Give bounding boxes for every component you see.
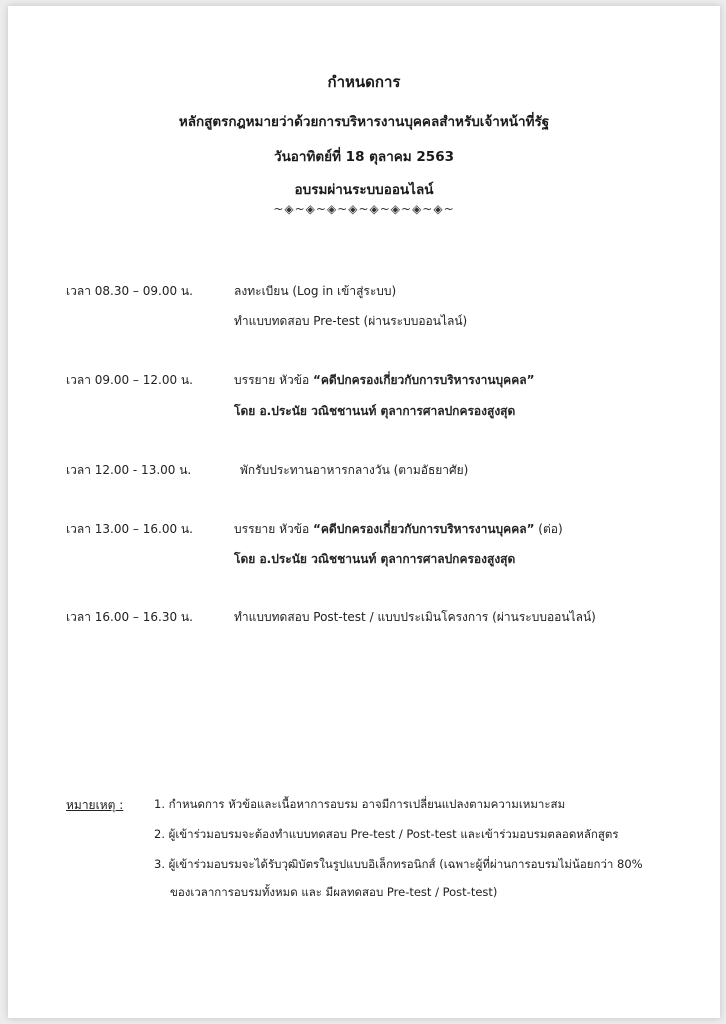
lecture-prefix: บรรยาย หัวข้อ	[234, 522, 313, 536]
session-activity: ลงทะเบียน (Log in เข้าสู่ระบบ)	[234, 284, 397, 298]
session-time: เวลา 08.30 – 09.00 น.	[66, 284, 193, 298]
event-date: วันอาทิตย์ที่ 18 ตุลาคม 2563	[274, 149, 454, 165]
lecture-topic: “คดีปกครองเกี่ยวกับการบริหารงานบุคคล”	[313, 373, 535, 387]
training-mode: อบรมผ่านระบบออนไลน์	[294, 182, 434, 198]
document-page	[8, 6, 720, 1018]
notes-label: หมายเหตุ :	[66, 798, 124, 812]
note-item: 1. กำหนดการ หัวข้อและเนื้อหาการอบรม อาจมีการเปลี่ยนแปลงตามความเหมาะสม	[154, 797, 566, 811]
session-activity: พักรับประทานอาหารกลางวัน (ตามอัธยาศัย)	[240, 463, 469, 477]
lecture-suffix: (ต่อ)	[534, 522, 563, 536]
session-activity	[234, 520, 563, 539]
lecturer-name: โดย อ.ประนัย วณิชชานนท์ ตุลาการศาลปกครองสูงสุด	[234, 552, 516, 566]
course-name: หลักสูตรกฎหมายว่าด้วยการบริหารงานบุคคลสำหรับเจ้าหน้าที่รัฐ	[178, 114, 550, 130]
document-title: กำหนดการ	[327, 73, 401, 91]
session-activity-secondary: ทำแบบทดสอบ Pre-test (ผ่านระบบออนไลน์)	[234, 314, 468, 328]
session-time: เวลา 13.00 – 16.00 น.	[66, 522, 193, 536]
ornament-divider: ~◈~◈~◈~◈~◈~◈~◈~◈~	[273, 202, 455, 216]
session-time: เวลา 12.00 - 13.00 น.	[66, 463, 192, 477]
session-activity: ทำแบบทดสอบ Post-test / แบบประเมินโครงการ (ผ่านระบบออนไลน์)	[234, 610, 596, 624]
note-item: 2. ผู้เข้าร่วมอบรมจะต้องทำแบบทดสอบ Pre-test / Post-test และเข้าร่วมอบรมตลอดหลักสูตร	[154, 827, 619, 841]
lecturer-name: โดย อ.ประนัย วณิชชานนท์ ตุลาการศาลปกครองสูงสุด	[234, 404, 516, 418]
session-time: เวลา 09.00 – 12.00 น.	[66, 373, 193, 387]
lecture-prefix: บรรยาย หัวข้อ	[234, 373, 313, 387]
note-item-continued: ของเวลาการอบรมทั้งหมด และ มีผลทดสอบ Pre-test / Post-test)	[170, 885, 498, 899]
note-item: 3. ผู้เข้าร่วมอบรมจะได้รับวุฒิบัตรในรูปแบบอิเล็กทรอนิกส์ (เฉพาะผู้ที่ผ่านการอบรมไม่น้อยกว่า 80%	[154, 857, 643, 871]
session-time: เวลา 16.00 – 16.30 น.	[66, 610, 193, 624]
session-activity	[234, 371, 534, 390]
lecture-topic: “คดีปกครองเกี่ยวกับการบริหารงานบุคคล”	[313, 522, 535, 536]
